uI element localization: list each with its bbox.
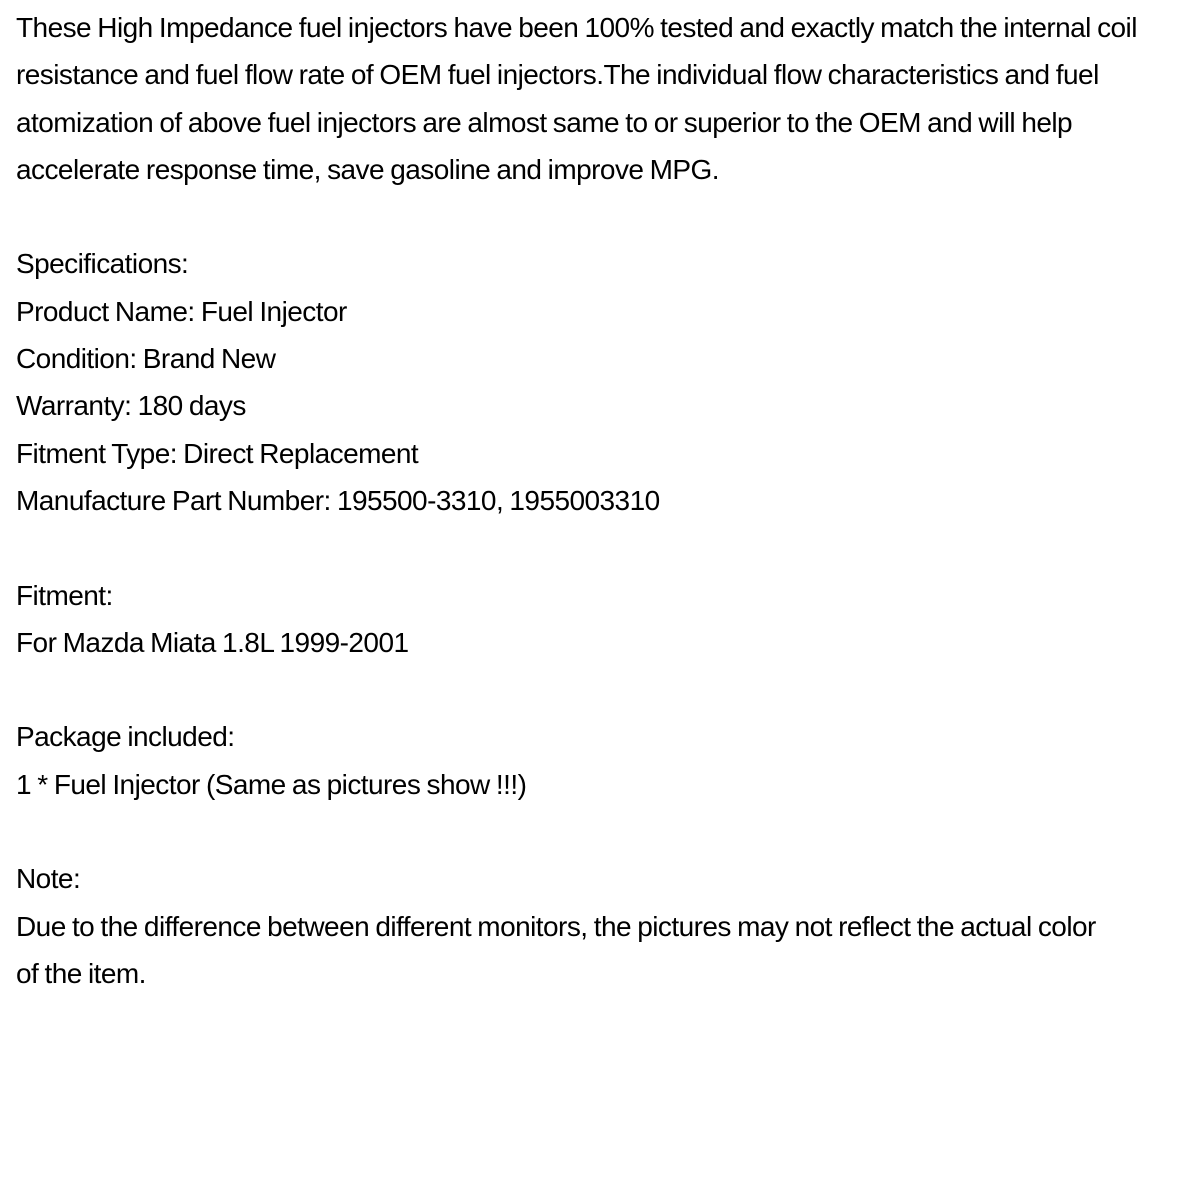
intro-paragraph — [16, 4, 1186, 193]
package-section — [16, 713, 1186, 808]
fitment-vehicle: For Mazda Miata 1.8L 1999-2001 — [16, 626, 409, 658]
fitment-heading: Fitment: — [16, 579, 113, 611]
spacer — [16, 666, 1186, 713]
intro-line: atomization of above fuel injectors are almost same to or superior to the OEM and will help — [16, 106, 1073, 138]
product-description — [16, 4, 1186, 997]
spec-part-number: Manufacture Part Number: 195500-3310, 1955003310 — [16, 484, 660, 516]
note-line: of the item. — [16, 957, 146, 989]
spacer — [16, 193, 1186, 240]
note-heading: Note: — [16, 863, 81, 895]
fitment-section — [16, 572, 1186, 667]
note-section — [16, 855, 1186, 997]
spacer — [16, 808, 1186, 855]
specifications-section — [16, 240, 1186, 524]
intro-line: resistance and fuel flow rate of OEM fuel injectors.The individual flow characteristics and fuel — [16, 59, 1099, 91]
spec-product-name: Product Name: Fuel Injector — [16, 295, 347, 327]
spec-fitment-type: Fitment Type: Direct Replacement — [16, 437, 419, 469]
spacer — [16, 524, 1186, 571]
specifications-heading: Specifications: — [16, 248, 189, 280]
package-contents: 1 * Fuel Injector (Same as pictures show !!!) — [16, 768, 527, 800]
package-heading: Package included: — [16, 721, 235, 753]
spec-warranty: Warranty: 180 days — [16, 390, 246, 422]
intro-line: These High Impedance fuel injectors have been 100% tested and exactly match the internal coil — [16, 12, 1137, 43]
intro-line: accelerate response time, save gasoline and improve MPG. — [16, 153, 720, 185]
note-line: Due to the difference between different monitors, the pictures may not reflect the actual color — [16, 910, 1096, 942]
spec-condition: Condition: Brand New — [16, 343, 276, 375]
